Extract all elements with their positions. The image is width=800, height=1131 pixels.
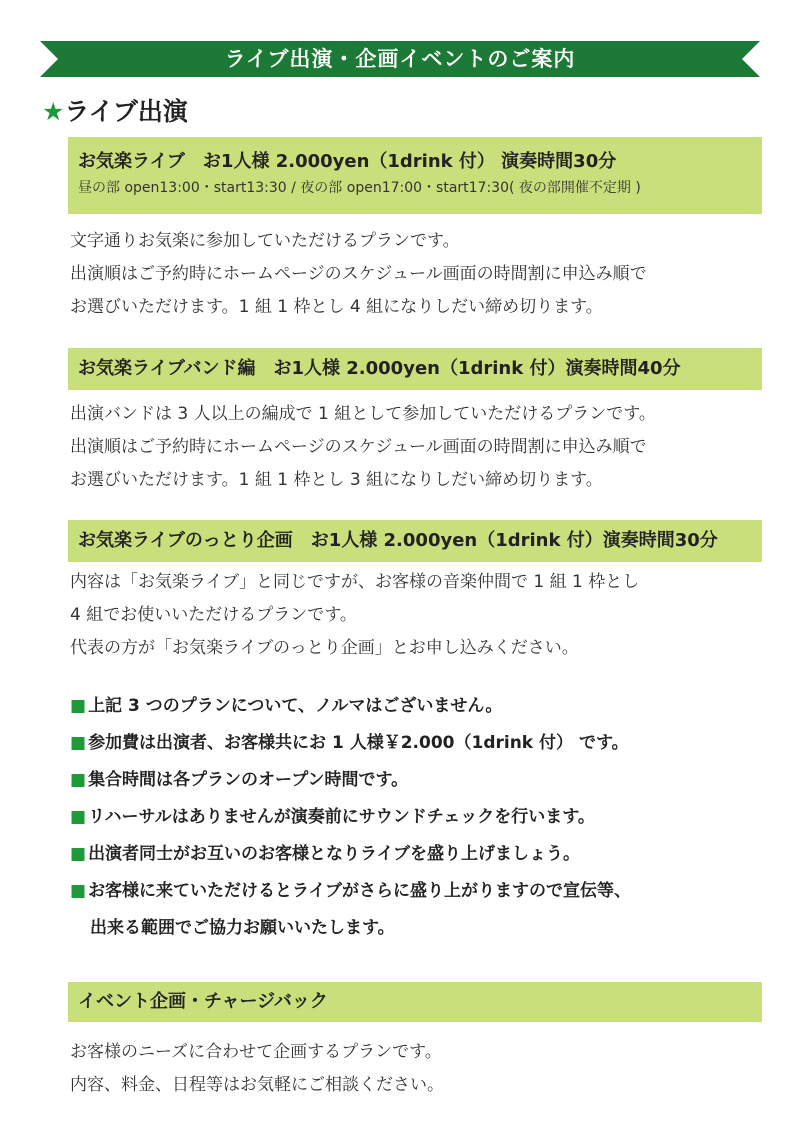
square-bullet-icon: ■ [70, 807, 87, 827]
plan-box-band [68, 348, 762, 390]
section-heading-live [42, 92, 188, 128]
notes-list [70, 688, 770, 947]
event-description [70, 1036, 770, 1102]
header-banner [40, 41, 760, 77]
note-item [70, 836, 770, 873]
description-line: 出演バンドは 3 人以上の編成で 1 組として参加していただけるプランです。 [70, 404, 656, 424]
description-line: 4 組でお使いいただけるプランです。 [70, 605, 357, 625]
star-icon: ★ [42, 97, 65, 126]
square-bullet-icon: ■ [70, 733, 87, 753]
note-text: お客様に来ていただけるとライブがさらに盛り上がりますので宣伝等、 [88, 881, 632, 901]
plan-title: お気楽ライブバンド編 お1人様 2.000yen（1drink 付）演奏時間40分 [78, 358, 681, 379]
plan-title: お気楽ライブのっとり企画 お1人様 2.000yen（1drink 付）演奏時間30分 [78, 530, 718, 551]
description-line: 内容は「お気楽ライブ」と同じですが、お客様の音楽仲間で 1 組 1 枠とし [70, 572, 640, 592]
plan-schedule: 昼の部 open13:00・start13:30 / 夜の部 open17:00・start17:30( 夜の部開催不定期 ) [78, 180, 641, 196]
description-line: お選びいただけます。1 組 1 枠とし 4 組になりしだい締め切ります。 [70, 297, 603, 317]
note-continuation: 出来る範囲でご協力お願いいたします。 [90, 918, 395, 938]
plan-box-nottori [68, 520, 762, 562]
description-line: 文字通りお気楽に参加していただけるプランです。 [70, 231, 460, 251]
plan-description-nottori [70, 566, 770, 665]
description-line: 内容、料金、日程等はお気軽にご相談ください。 [70, 1075, 444, 1095]
plan-box-okiraku [68, 137, 762, 214]
note-item [70, 873, 770, 910]
note-item [70, 762, 770, 799]
square-bullet-icon: ■ [70, 696, 87, 716]
banner-title: ライブ出演・企画イベントのご案内 [224, 47, 576, 71]
note-item [70, 688, 770, 725]
description-line: お客様のニーズに合わせて企画するプランです。 [70, 1042, 442, 1062]
square-bullet-icon: ■ [70, 844, 87, 864]
section-heading-text: ライブ出演 [64, 97, 188, 126]
note-text: 出演者同士がお互いのお客様となりライブを盛り上げましょう。 [88, 844, 581, 864]
description-line: 出演順はご予約時にホームページのスケジュール画面の時間割に申込み順で [70, 264, 647, 284]
note-text: 上記 3 つのプランについて、ノルマはございません。 [88, 696, 503, 716]
square-bullet-icon: ■ [70, 770, 87, 790]
plan-description-okiraku [70, 225, 770, 324]
description-line: 代表の方が「お気楽ライブのっとり企画」とお申し込みください。 [70, 638, 579, 658]
note-text: 集合時間は各プランのオープン時間です。 [88, 770, 409, 790]
note-text: リハーサルはありませんが演奏前にサウンドチェックを行います。 [88, 807, 595, 827]
note-item [70, 725, 770, 762]
plan-title: お気楽ライブ お1人様 2.000yen（1drink 付） 演奏時間30分 [78, 151, 617, 172]
note-text: 参加費は出演者、お客様共にお 1 人様￥2.000（1drink 付） です。 [88, 733, 629, 753]
square-bullet-icon: ■ [70, 881, 87, 901]
note-item [70, 799, 770, 836]
event-plan-title: イベント企画・チャージバック [68, 982, 762, 1022]
plan-description-band [70, 398, 770, 497]
description-line: お選びいただけます。1 組 1 枠とし 3 組になりしだい締め切ります。 [70, 470, 603, 490]
description-line: 出演順はご予約時にホームページのスケジュール画面の時間割に申込み順で [70, 437, 647, 457]
